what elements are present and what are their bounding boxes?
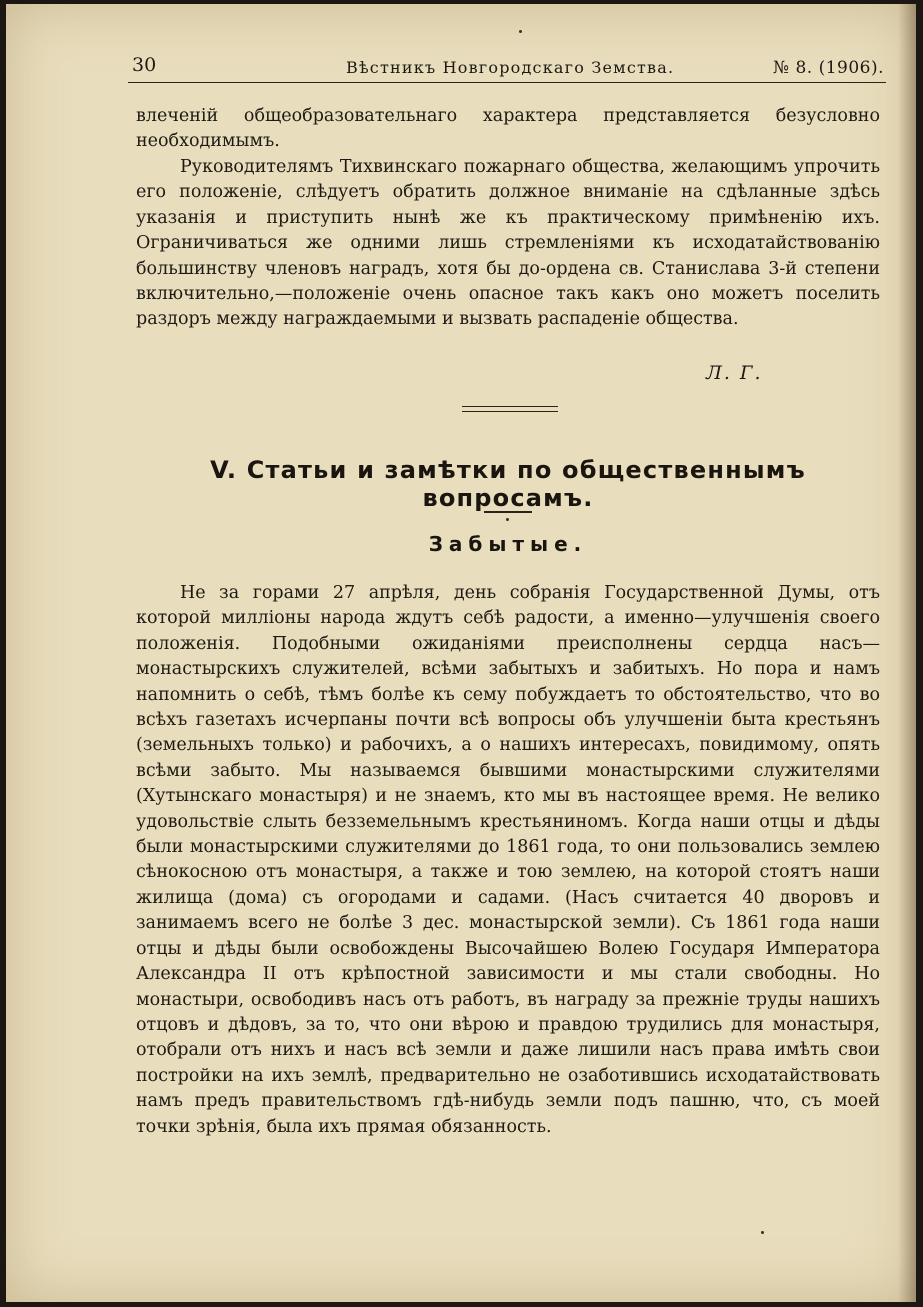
paper-speck [506,518,509,521]
article-body: Не за горами 27 апрѣля, день собранія Государственной Думы, отъ которой милліоны народа ждутъ себѣ радости, а именно—улучшенія своего положенія. Подобными ожиданіями преисполнены сердца насъ—монастырскихъ служителей, всѣми забытыхъ и забитыхъ. Но пора и намъ напомнить о себѣ, тѣмъ болѣе къ сему побуждаетъ то обстоятельство, что во всѣхъ газетахъ исчерпаны почти всѣ вопросы объ улучшеніи быта крестьянъ (земельныхъ только) и рабочихъ, а о нашихъ интересахъ, повидимому, опять всѣми забыто. Мы называемся бывшими монастырскими служителями (Хутынскаго монастыря) и не знаемъ, кто мы въ настоящее время. Не велико удовольствіе слыть безземельнымъ крестьяниномъ. Когда наши отцы и дѣды были монастырскими служителями до 1861 года, то они пользовались землею сѣнокосною отъ монастыря, а также и тою землею, на которой стоятъ наши жилища (дома) съ огородами и садами. (Насъ считается 40 дворовъ и занимаемъ всего не болѣе 3 дес. монастырской земли). Съ 1861 года наши отцы и дѣды были освобождены Высочайшею Волею Государя Императора Александра II отъ крѣпостной зависимости и мы стали свободны. Но монастыри, освободивъ насъ отъ работъ, въ награду за прежніе труды нашихъ отцовъ и дѣдовъ, за то, что они вѣрою и правдою трудились для монастыря, отобрали отъ нихъ и насъ всѣ земли и даже лишили насъ права имѣть свои постройки на ихъ землѣ, предварительно не озаботившись исходатайствовать намъ предъ правительствомъ гдѣ-нибудь земли подъ пашню, что, съ моей точки зрѣнія, была ихъ прямая обязанность. [136,583,880,1137]
section-divider [462,406,558,412]
article-title: Забытые. [428,532,588,556]
author-signature: Л. Г. [706,362,763,384]
journal-title: Вѣстникъ Новгородскаго Земства. [346,58,675,77]
running-header [128,48,886,83]
page-spine-shadow [898,4,916,1302]
continuation-paragraph: влеченій общеобразовательнаго характера представляется безусловно необходимымъ. [136,106,880,152]
issue-number: № 8. (1906). [772,58,884,78]
section-heading: V. Статьи и замѣтки по общественнымъ вопросамъ. [210,456,806,512]
paper-speck [761,1231,764,1234]
scanned-page [6,4,916,1302]
paper-speck [519,30,522,33]
paragraph-fire-society: Руководителямъ Тихвинскаго пожарнаго общества, желающимъ упрочить его положеніе, слѣдуетъ обратить должное вниманіе на сдѣланные здѣсь указанія и приступить нынѣ же къ практическому примѣненію ихъ. Ограничиваться же одними лишь стремленіями къ исходатайствованію большинству членовъ наградъ, хотя бы до-ордена св. Станислава 3-й степени включительно,—положеніе очень опасное такъ какъ оно можетъ поселить раздоръ между награждаемыми и вызвать распаденіе общества. [136,157,880,330]
heading-rule [484,511,532,513]
page-number: 30 [132,54,157,76]
